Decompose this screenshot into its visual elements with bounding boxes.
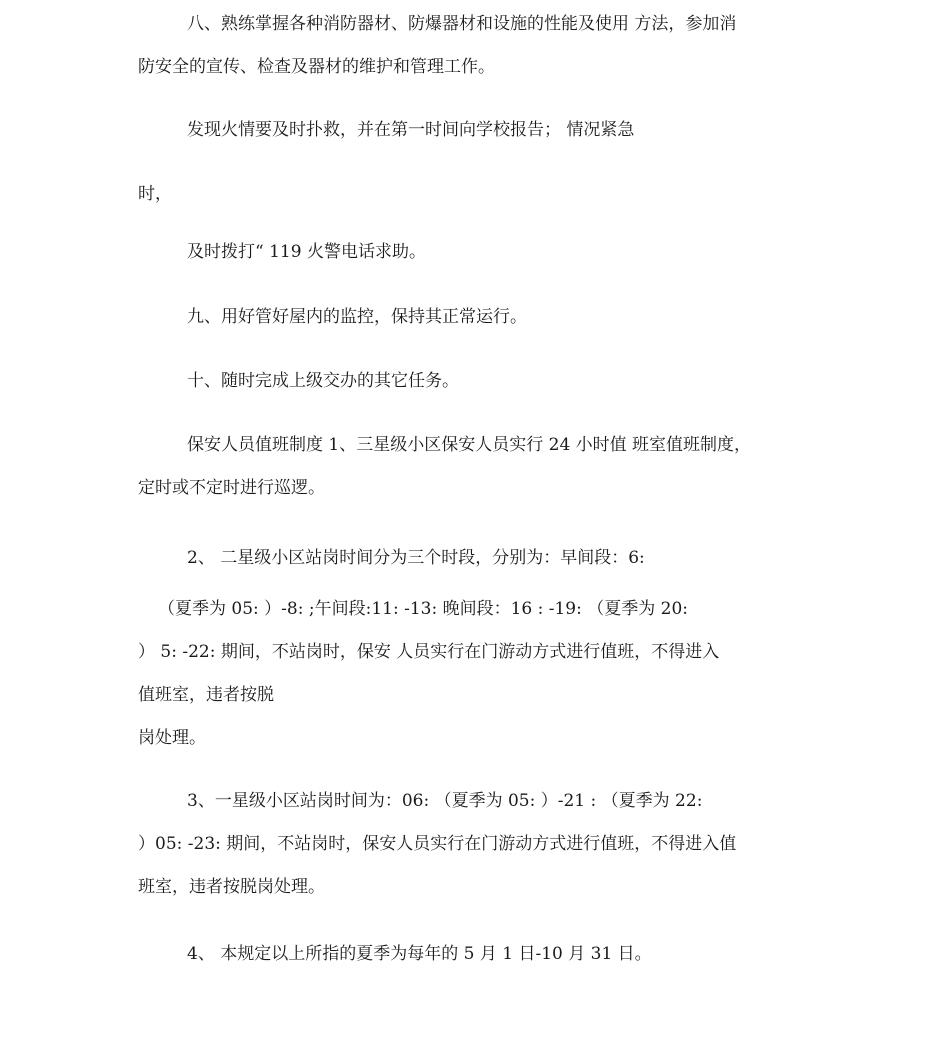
rule-2-line-5: 岗处理。 [138,728,206,748]
duty-system-line-2: 定时或不定时进行巡逻。 [138,478,325,498]
rule-8-line-1: 八、熟练掌握各种消防器材、防爆器材和设施的性能及使用 方法，参加消 [187,14,737,34]
rule-2-line-3: ） 5: -22: 期间，不站岗时，保安 人员实行在门游动方式进行值班，不得进入 [138,642,720,662]
rule-3-line-1: 3、一星级小区站岗时间为：06: （夏季为 05: ）-21 : （夏季为 22: [187,791,703,811]
fire-report-line-1: 发现火情要及时扑救，并在第一时间向学校报告； 情况紧急 [187,120,635,140]
rule-2-line-4: 值班室，违者按脱 [138,685,274,705]
rule-4-line: 4、 本规定以上所指的夏季为每年的 5 月 1 日-10 月 31 日。 [187,944,652,964]
duty-system-line-1: 保安人员值班制度 1、三星级小区保安人员实行 24 小时值 班室值班制度， [187,435,752,455]
rule-2-line-2: （夏季为 05: ）-8: ;午间段:11: -13: 晚间段：16 : -19: （夏季为 20: [158,599,689,619]
rule-8-line-2: 防安全的宣传、检查及器材的维护和管理工作。 [138,57,495,77]
rule-10-line: 十、随时完成上级交办的其它任务。 [187,371,459,391]
rule-9-line: 九、用好管好屋内的监控，保持其正常运行。 [187,307,527,327]
rule-2-line-1: 2、 二星级小区站岗时间分为三个时段，分别为：早间段：6: [187,548,645,568]
rule-3-line-3: 班室，违者按脱岗处理。 [138,877,325,897]
call-119-line: 及时拨打“ 119 火警电话求助。 [187,242,426,262]
fire-report-line-2: 时， [138,184,172,204]
rule-3-line-2: ）05: -23: 期间，不站岗时，保安人员实行在门游动方式进行值班，不得进入值 [138,834,737,854]
